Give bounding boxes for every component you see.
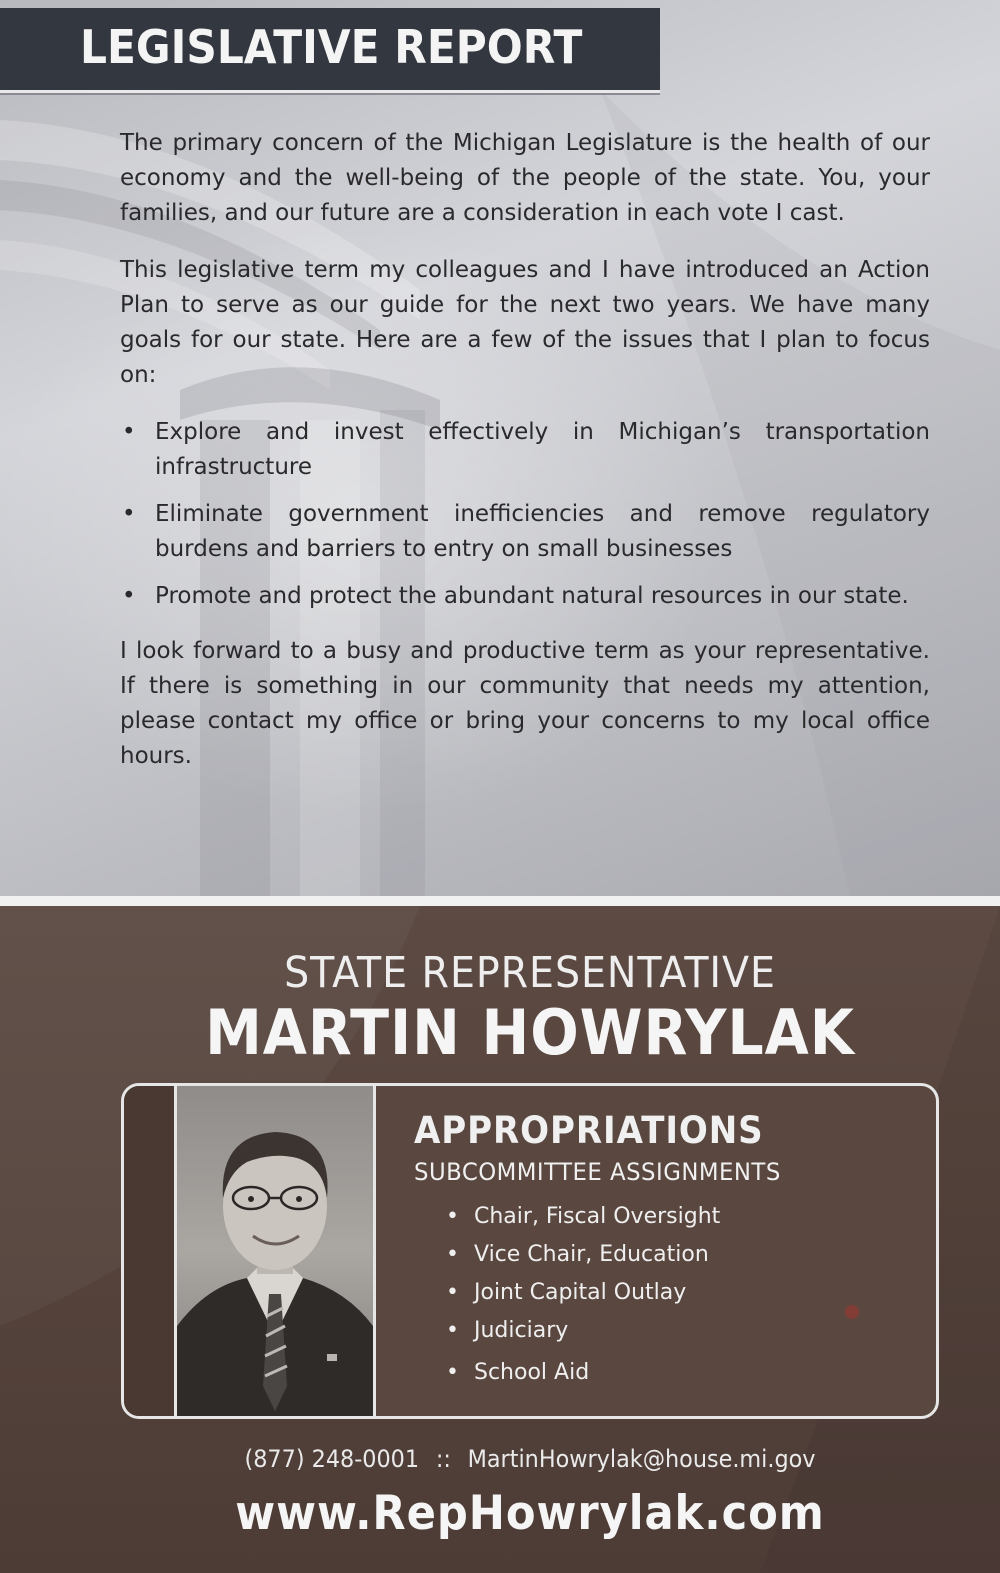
list-item [446,1198,914,1236]
bullet-icon: • [122,419,136,445]
list-item [446,1274,914,1312]
committee-heading: APPROPRIATIONS [414,1109,764,1152]
bullet-icon: • [446,1204,459,1229]
list-item [120,579,930,614]
issue-text: Eliminate government inefficiencies and remove regulatory burdens and barriers to entry on small businesses [155,501,930,562]
bullet-icon: • [446,1360,459,1385]
list-item [120,415,930,485]
issue-text: Explore and invest effectively in Michigan’s transportation infrastructure [155,419,930,480]
action-plan-paragraph: This legislative term my colleagues and I have introduced an Action Plan to serve as our guide for the next two years. We have many goals for our state. Here are a few of the issues that I plan to focus on: [120,257,930,388]
contact-separator: :: [435,1445,451,1473]
bullet-icon: • [446,1318,459,1343]
avatar [174,1086,376,1416]
issues-list [120,415,930,614]
report-body [120,126,930,796]
assignment-text: Chair, Fiscal Oversight [474,1204,721,1229]
role-title: STATE REPRESENTATIVE [284,948,776,998]
issue-text: Promote and protect the abundant natural resources in our state. [155,583,909,609]
email-link[interactable]: MartinHowrylak@house.mi.gov [467,1445,816,1473]
list-item [446,1236,914,1274]
bullet-icon: • [122,583,136,609]
bullet-icon: • [446,1280,459,1305]
bullet-icon: • [446,1242,459,1267]
closing-paragraph: I look forward to a busy and productive term as your representative. If there is something in our community that needs my attention, please contact my office or bring your concerns to my local office hours. [120,638,930,769]
assignment-text: Joint Capital Outlay [474,1280,687,1305]
phone-number[interactable]: (877) 248-0001 [244,1445,420,1473]
assignment-text: Vice Chair, Education [474,1242,709,1267]
website-link[interactable]: www.RepHowrylak.com [235,1486,825,1541]
portrait-illustration [177,1086,373,1416]
assignment-text: Judiciary [474,1318,569,1343]
print-mark [845,1305,859,1319]
header-bar [0,8,660,93]
section-divider [0,896,1000,906]
intro-paragraph: The primary concern of the Michigan Legislature is the health of our economy and the well-being of the people of the state. You, your families, and our future are a consideration in each vote I cast. [120,130,930,226]
representative-panel [0,906,1000,1573]
representative-name: MARTIN HOWRYLAK [205,996,855,1069]
card-accent-strip [124,1086,174,1416]
list-item [446,1312,914,1350]
committee-subheading: SUBCOMMITTEE ASSIGNMENTS [414,1158,781,1186]
committee-info [414,1108,914,1392]
page-title: LEGISLATIVE REPORT [80,20,583,74]
bullet-icon: • [122,501,136,527]
list-item [120,497,930,567]
assignments-list [446,1198,914,1392]
committee-card [121,1083,939,1419]
list-item [446,1354,914,1392]
contact-line [37,1445,1000,1473]
assignment-text: School Aid [474,1360,590,1385]
